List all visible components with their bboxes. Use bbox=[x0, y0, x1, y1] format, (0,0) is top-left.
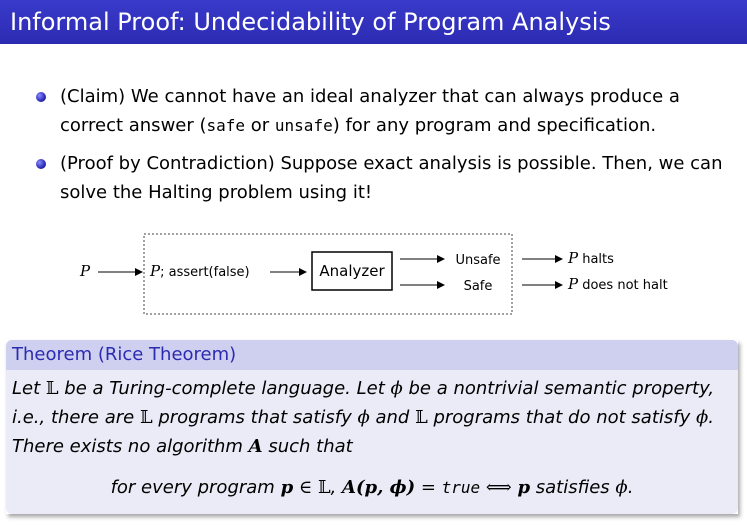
input-p: P bbox=[80, 262, 91, 280]
bullet-dot-icon bbox=[36, 159, 46, 169]
claim-text: (Claim) We cannot have an ideal analyzer that can always produce a correct answer ( bbox=[60, 86, 680, 136]
claim-or: or bbox=[245, 115, 275, 136]
unsafe-output: Unsafe bbox=[455, 253, 501, 268]
theorem-block bbox=[6, 340, 738, 514]
bullet-claim bbox=[36, 82, 736, 140]
theorem-body bbox=[6, 370, 738, 514]
safe-output: Safe bbox=[463, 279, 493, 294]
program-label: P; assert(false) bbox=[150, 262, 250, 280]
slide-title: Informal Proof: Undecidability of Program Analysis bbox=[0, 0, 747, 44]
bullet-list bbox=[36, 82, 736, 216]
not-halt-label: P does not halt bbox=[568, 275, 668, 293]
halting-reduction-diagram bbox=[70, 232, 680, 322]
analyzer-label: Analyzer bbox=[319, 262, 385, 280]
safe-code: safe bbox=[206, 116, 246, 135]
bullet-proof bbox=[36, 149, 736, 207]
claim-suffix: ) for any program and specification. bbox=[332, 115, 657, 136]
proof-text: (Proof by Contradiction) Suppose exact analysis is possible. Then, we can solve the Halting problem using it! bbox=[60, 153, 723, 203]
theorem-header: Theorem (Rice Theorem) bbox=[6, 340, 738, 370]
unsafe-code: unsafe bbox=[274, 116, 333, 135]
halts-label: P halts bbox=[568, 249, 614, 267]
theorem-equation: for every program p ∈ 𝕃, A(p, ϕ) = true ⟺ p satisfies ϕ. bbox=[110, 477, 634, 498]
bullet-dot-icon bbox=[36, 92, 46, 102]
theorem-statement: Let 𝕃 be a Turing-complete language. Let ϕ be a nontrivial semantic property, i.e., there are 𝕃 programs that satisfy ϕ and 𝕃 programs that do not satisfy ϕ. There exists no algorithm A such that bbox=[12, 378, 715, 457]
